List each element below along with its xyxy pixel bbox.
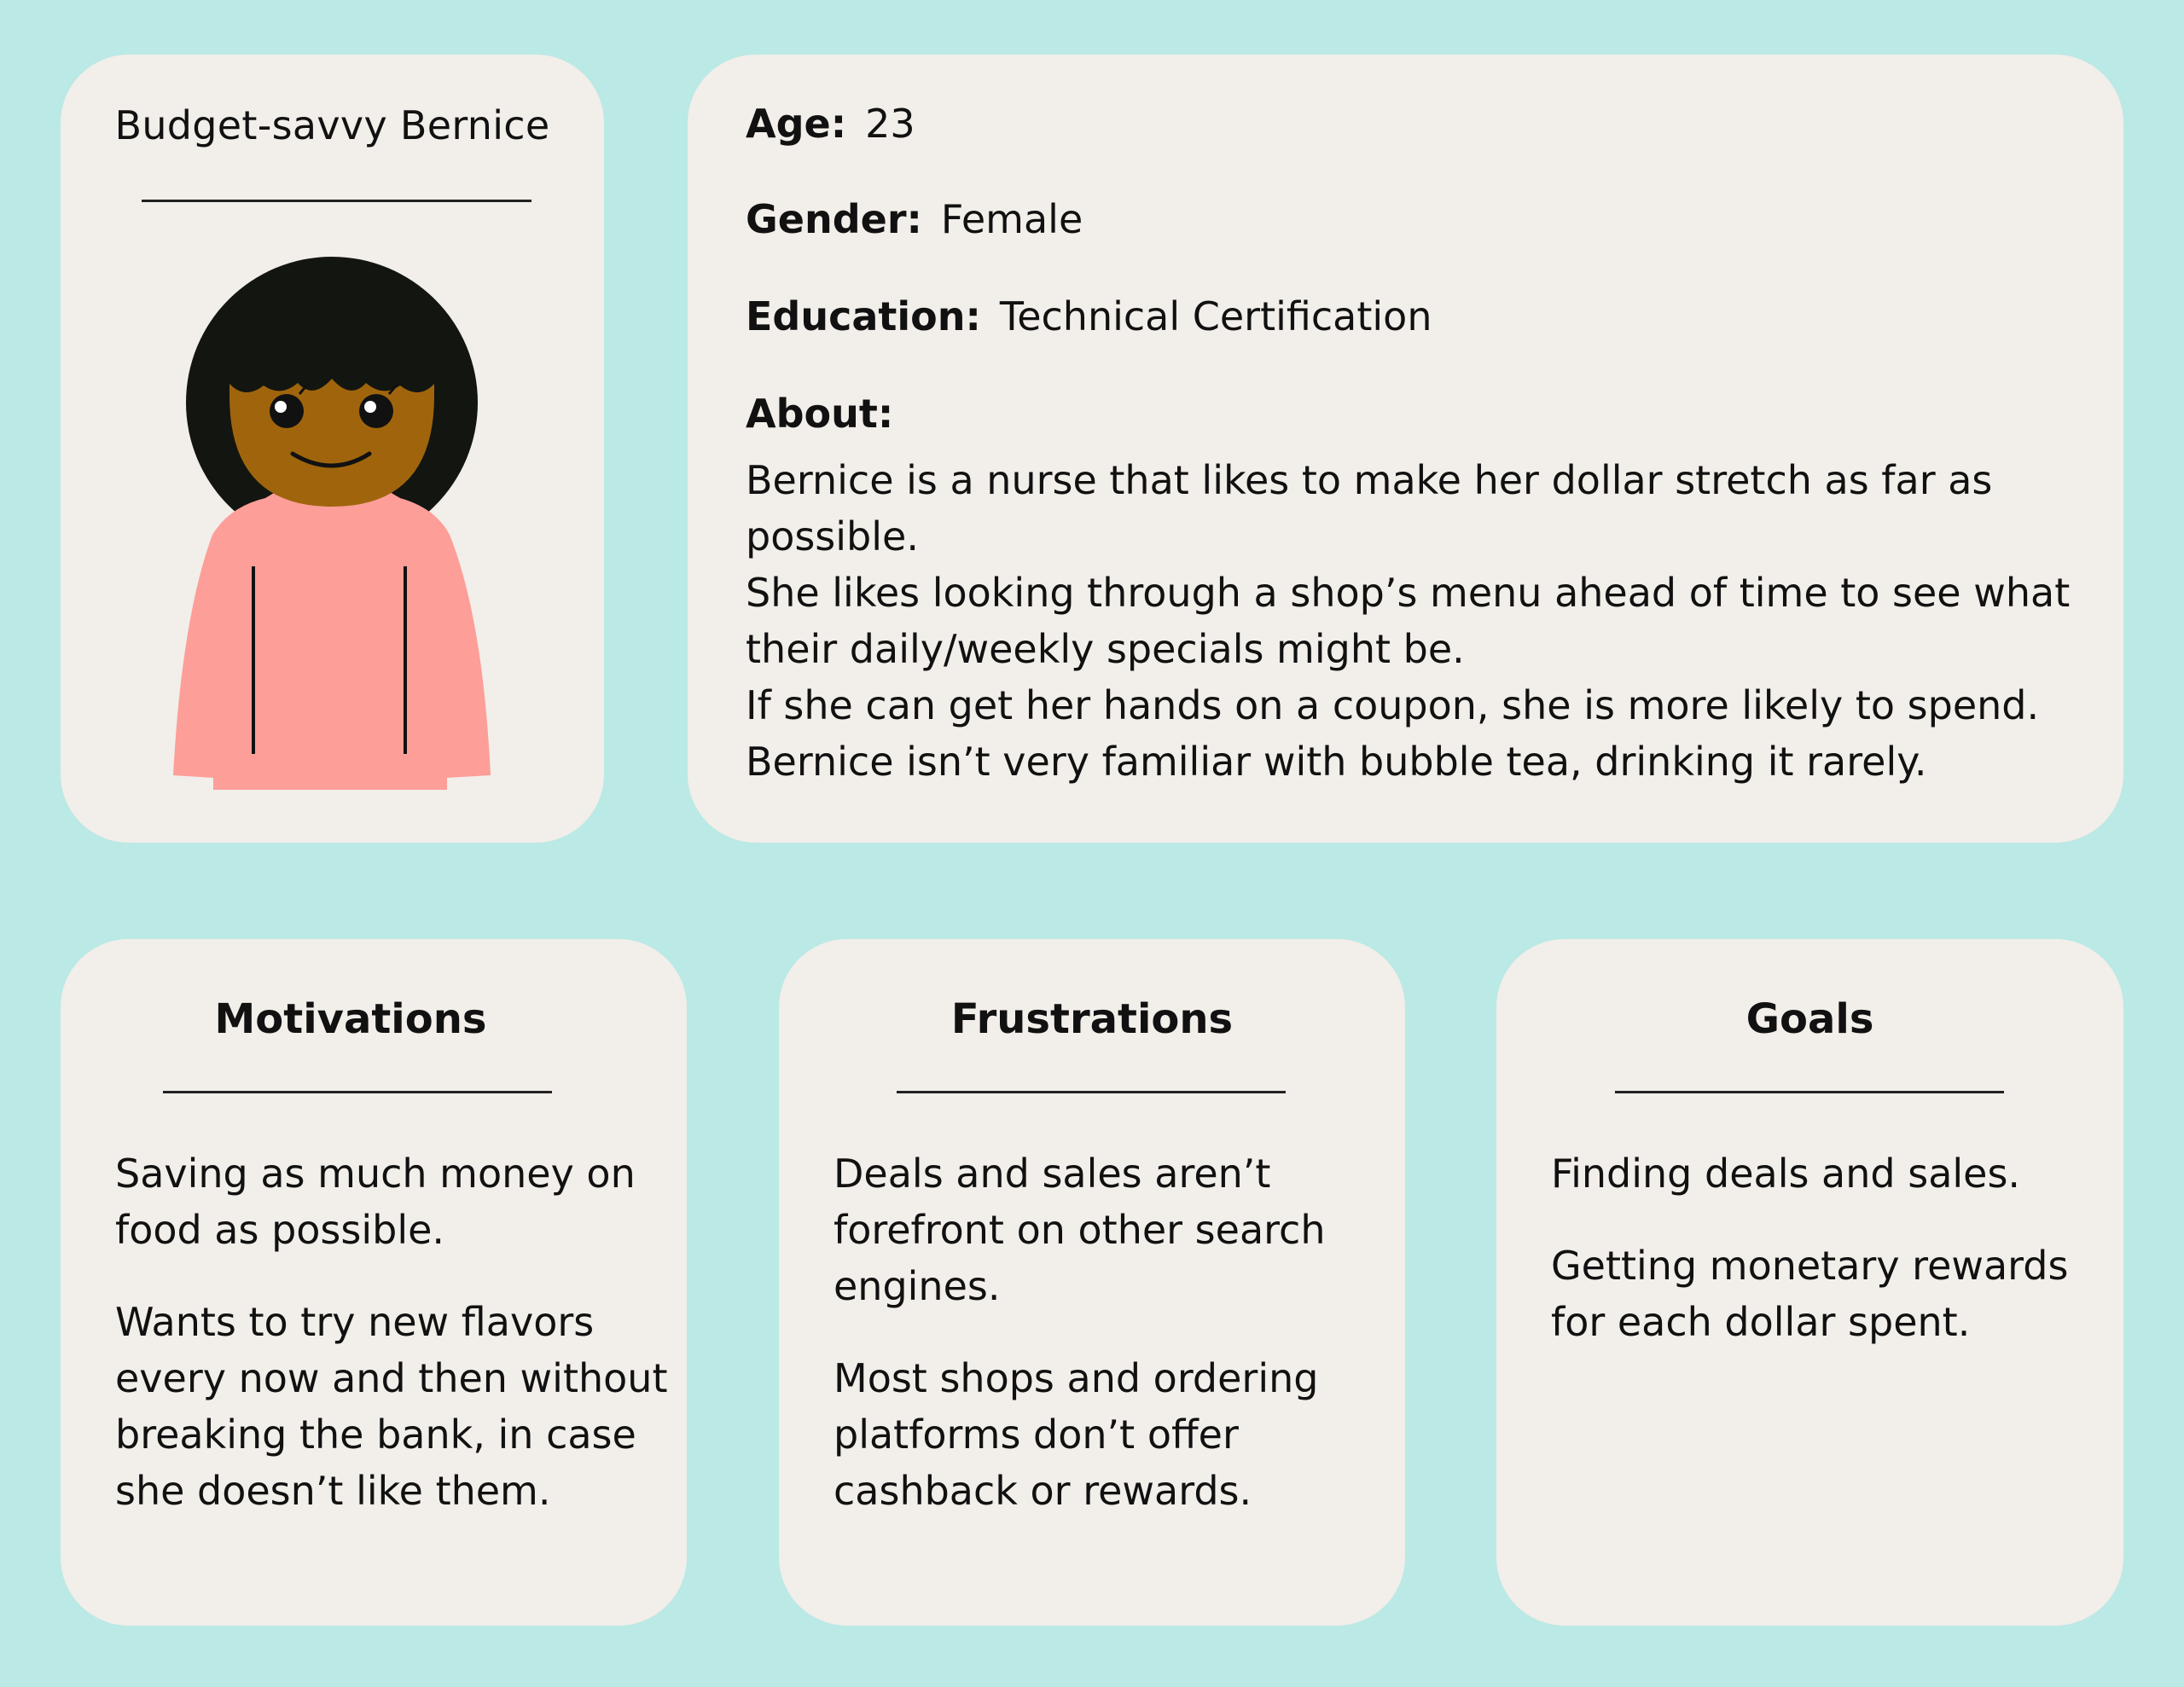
- list-item-line: Deals and sales aren’t: [834, 1151, 1271, 1197]
- about-line: their daily/weekly specials might be.: [746, 626, 1465, 672]
- list-item-line: Most shops and ordering: [834, 1355, 1319, 1401]
- education-row: [746, 293, 1432, 339]
- goals-list: [1551, 1110, 2068, 1386]
- list-item-line: Finding deals and sales.: [1551, 1151, 2021, 1197]
- profile-card: [61, 55, 604, 843]
- motivations-list: [115, 1110, 667, 1555]
- age-value: 23: [865, 101, 915, 147]
- frustrations-card: [779, 939, 1405, 1626]
- about-line: Bernice is a nurse that likes to make her dollar stretch as far as: [746, 457, 1993, 503]
- frustrations-divider: [897, 1091, 1286, 1093]
- info-card: [688, 55, 2123, 843]
- avatar-eye-right: [359, 394, 393, 428]
- age-label: Age:: [746, 101, 847, 147]
- list-item-line: engines.: [834, 1263, 1001, 1309]
- list-item-line: food as possible.: [115, 1207, 445, 1253]
- motivations-divider: [163, 1091, 552, 1093]
- avatar-eye-left: [270, 394, 304, 428]
- frustrations-list: [834, 1110, 1325, 1555]
- motivations-title: Motivations: [214, 995, 487, 1043]
- persona-avatar: [61, 55, 604, 843]
- list-item-line: Saving as much money on: [115, 1151, 636, 1197]
- goals-title: Goals: [1745, 995, 1874, 1043]
- persona-name: Budget-savvy Bernice: [114, 102, 550, 148]
- age-row: [746, 101, 915, 147]
- education-label: Education:: [746, 293, 981, 339]
- about-label: About:: [746, 391, 894, 437]
- gender-value: Female: [940, 196, 1083, 242]
- goals-card: [1496, 939, 2123, 1626]
- list-item-line: platforms don’t offer: [834, 1412, 1239, 1458]
- about-line: If she can get her hands on a coupon, she is more likely to spend.: [746, 682, 2040, 728]
- frustrations-title: Frustrations: [950, 995, 1234, 1043]
- list-item-line: forefront on other search: [834, 1207, 1326, 1253]
- gender-label: Gender:: [746, 196, 922, 242]
- goals-divider: [1615, 1091, 2004, 1093]
- list-item-line: every now and then without: [115, 1355, 668, 1401]
- about-row: [746, 391, 912, 437]
- about-line: possible.: [746, 513, 919, 559]
- list-item-line: cashback or rewards.: [834, 1468, 1252, 1514]
- about-line: She likes looking through a shop’s menu ahead of time to see what: [746, 570, 2071, 616]
- list-item-line: she doesn’t like them.: [115, 1468, 551, 1514]
- education-value: Technical Certification: [999, 293, 1432, 339]
- about-line: Bernice isn’t very familiar with bubble tea, drinking it rarely.: [746, 739, 1927, 785]
- avatar-shirt: [173, 477, 491, 790]
- list-item-line: Wants to try new flavors: [115, 1299, 595, 1345]
- list-item-line: breaking the bank, in case: [115, 1412, 636, 1458]
- list-item-line: for each dollar spent.: [1551, 1299, 1971, 1345]
- list-item-line: Getting monetary rewards: [1551, 1243, 2069, 1289]
- motivations-card: [61, 939, 687, 1626]
- gender-row: [746, 196, 1083, 242]
- about-text: [746, 452, 2077, 790]
